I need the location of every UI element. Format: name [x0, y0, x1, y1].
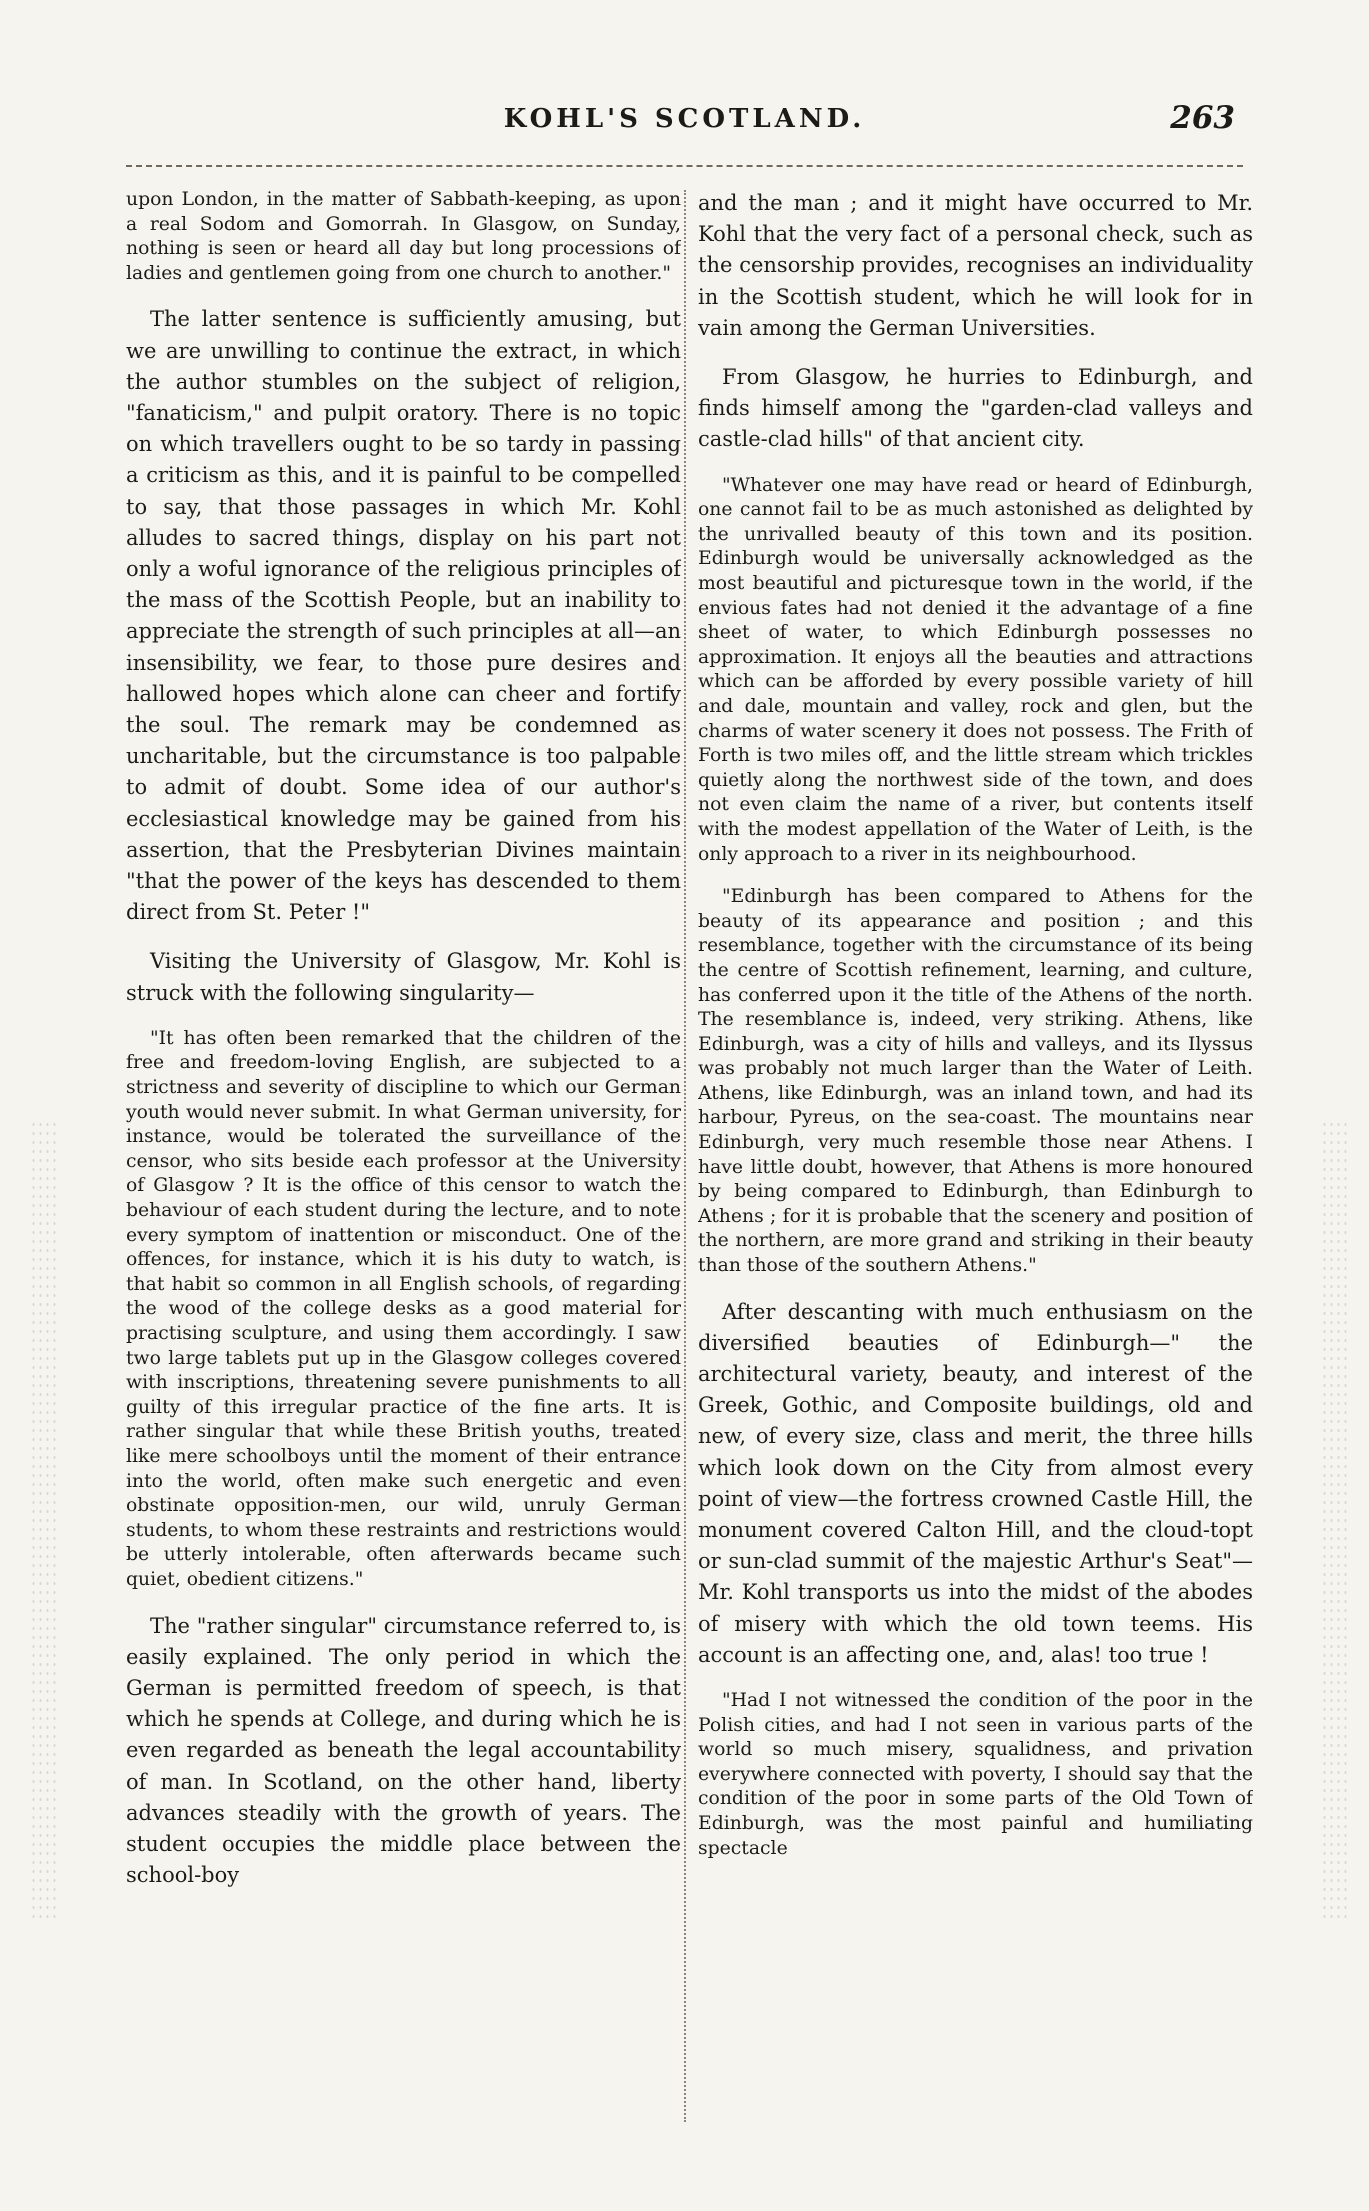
right-paragraph-2: From Glasgow, he hurries to Edinburgh, and finds himself among the "garden-clad valleys and castle-clad hills" of that ancient city.	[698, 365, 1253, 452]
running-head-title: KOHL'S SCOTLAND.	[503, 104, 866, 134]
right-paragraph-1: and the man ; and it might have occurred to Mr. Kohl that the very fact of a personal check, such as the censorship provides, recognises an individuality in the Scottish student, which he will look for in vain among the German Universities.	[698, 191, 1253, 340]
right-column	[698, 188, 1253, 2123]
right-paragraph-3: "Whatever one may have read or heard of Edinburgh, one cannot fail to be as much astonished as delighted by the unrivalled beauty of this town and its position. Edinburgh would be universally acknowledged as the most beautiful and picturesque town in the world, if the envious fates had not denied it the advantage of a fine sheet of water, to which Edinburgh possesses no approximation. It enjoys all the beauties and attractions which can be afforded by every possible variety of hill and dale, mountain and valley, rock and glen, but the charms of water scenery it does not possess. The Frith of Forth is two miles off, and the little stream which trickles quietly along the northwest side of the town, and does not even claim the name of a river, but contents itself with the modest appellation of the Water of Leith, is the only approach to a river in its neighbourhood.	[698, 474, 1253, 865]
print-speckle-right	[1321, 1120, 1349, 1920]
column-divider	[684, 190, 686, 2122]
right-paragraph-4: "Edinburgh has been compared to Athens for the beauty of its appearance and position ; and this resemblance, together with the circumstance of its being the centre of Scottish refinement, learning, and culture, has conferred upon it the title of the Athens of the north. The resemblance is, indeed, very striking. Athens, like Edinburgh, was a city of hills and valleys, and its Ilyssus was probably not much larger than the Water of Leith. Athens, like Edinburgh, was an inland town, and had its harbour, Pyreus, on the sea-coast. The mountains near Edinburgh, very much resemble those near Athens. I have little doubt, however, that Athens is more honoured by being compared to Edinburgh, than Edinburgh to Athens ; for it is probable that the scenery and position of the northern, are more grand and striking in their beauty than those of the southern Athens."	[698, 886, 1253, 1277]
right-paragraph-5: After descanting with much enthusiasm on the diversified beauties of Edinburgh—" the architectural variety, beauty, and interest of the Greek, Gothic, and Composite buildings, old and new, of every size, class and merit, the three hills which look down on the City from almost every point of view—the fortress crowned Castle Hill, the monument covered Calton Hill, and the cloud-topt or sun-clad summit of the majestic Arthur's Seat"—Mr. Kohl transports us into the midst of the abodes of misery with which the old town teems. His account is an affecting one, and, alas! too true !	[698, 1299, 1253, 1667]
print-speckle-left	[30, 1120, 58, 1920]
page-number: 263	[1170, 100, 1235, 136]
left-column	[126, 188, 681, 2123]
page-header	[126, 100, 1243, 148]
left-paragraph-2: The latter sentence is sufficiently amusing, but we are unwilling to continue the extract, in which the author stumbles on the subject of religion, "fanaticism," and pulpit oratory. There is no topic on which travellers ought to be so tardy in passing a criticism as this, and it is painful to be compelled to say, that those passages in which Mr. Kohl alludes to sacred things, display on his part not only a woful ignorance of the religious principles of the mass of the Scottish People, but an inability to appreciate the strength of such principles at all—an insensibility, we fear, to those pure desires and hallowed hopes which alone can cheer and fortify the soul. The remark may be condemned as uncharitable, but the circumstance is too palpable to admit of doubt. Some idea of our author's ecclesiastical knowledge may be gained from his assertion, that the Presbyterian Divines maintain "that the power of the keys has descended to them direct from St. Peter !"	[126, 307, 681, 925]
left-paragraph-3: Visiting the University of Glasgow, Mr. Kohl is struck with the following singularity—	[126, 949, 681, 1005]
left-paragraph-1: upon London, in the matter of Sabbath-keeping, as upon a real Sodom and Gomorrah. In Glasgow, on Sunday, nothing is seen or heard all day but long processions of ladies and gentlemen going from one church to another."	[126, 189, 681, 284]
left-paragraph-5: The "rather singular" circumstance referred to, is easily explained. The only period in which the German is permitted freedom of speech, is that which he spends at College, and during which he is even regarded as beneath the legal accountability of man. In Scotland, on the other hand, liberty advances steadily with the growth of years. The student occupies the middle place between the school-boy	[126, 1613, 681, 1888]
left-paragraph-4: "It has often been remarked that the children of the free and freedom-loving English, are subjected to a strictness and severity of discipline to which our German youth would never submit. In what German university, for instance, would be tolerated the surveillance of the censor, who sits beside each professor at the University of Glasgow ? It is the office of this censor to watch the behaviour of each student during the lecture, and to note every symptom of inattention or misconduct. One of the offences, for instance, which it is his duty to watch, is that habit so common in all English schools, of regarding the wood of the college desks as a good material for practising sculpture, and using them accordingly. I saw two large tablets put up in the Glasgow colleges covered with inscriptions, threatening severe punishments to all guilty of this irregular practice of the fine arts. It is rather singular that while these British youths, treated like mere schoolboys until the moment of their entrance into the world, often make such energetic and even obstinate opposition-men, our wild, unruly German students, to whom these restraints and restrictions would be utterly intolerable, often afterwards became such quiet, obedient citizens."	[126, 1027, 681, 1590]
header-rule	[126, 165, 1243, 167]
right-paragraph-6: "Had I not witnessed the condition of the poor in the Polish cities, and had I not seen in various parts of the world so much misery, squalidness, and privation everywhere connected with poverty, I should say that the condition of the poor in some parts of the Old Town of Edinburgh, was the most painful and humiliating spectacle	[698, 1690, 1253, 1859]
